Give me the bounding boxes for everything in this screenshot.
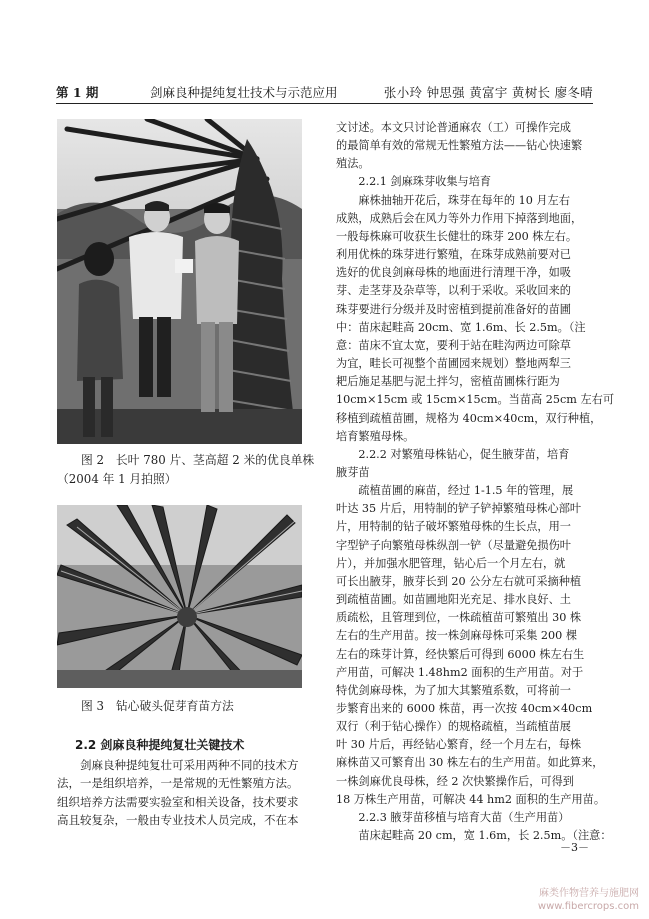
paragraph-line: 质疏松，且管理到位，一株疏植苗可繁殖出 30 株 (336, 611, 582, 625)
subsection-heading-2-2-1: 2.2.1 剑麻珠芽收集与培育 (358, 175, 492, 189)
figure-2-caption (57, 451, 315, 489)
paragraph-line: 剑麻良种提纯复壮可采用两种不同的技术方 (80, 758, 299, 773)
paragraph-line: 珠芽要进行分级并及时密植到提前准备好的苗圃 (336, 302, 571, 316)
page-number: －3－ (560, 841, 589, 854)
right-column-text (336, 119, 615, 845)
figure-2-photo (57, 119, 302, 444)
article-authors: 张小玲 钟思强 黄富宇 黄树长 廖冬晴 (383, 85, 593, 100)
subsection-heading-2-2-2: 2.2.2 对繁殖母株钻心，促生腋芽苗，培育 (358, 447, 570, 461)
paragraph-line: 叶达 35 片后，用特制的铲子铲掉繁殖母株心部叶 (336, 502, 582, 516)
figure-3-caption (81, 697, 234, 716)
paragraph-line: 疏植苗圃的麻苗，经过 1-1.5 年的管理，展 (358, 484, 574, 498)
paragraph-line: 利用优株的珠芽进行繁殖，在珠芽成熟前要对已 (336, 248, 571, 262)
paragraph-line: 左右的生产用苗。按一株剑麻母株可采集 200 棵 (336, 629, 578, 643)
paragraph-line: 殖法。 (336, 157, 370, 171)
issue-number: 第 1 期 (56, 85, 99, 100)
paragraph-line: 18 万株生产用苗，可解决 44 hm2 面积的生产用苗。 (336, 792, 606, 806)
paragraph-line: 特优剑麻母株，为了加大其繁殖系数，可将前一 (336, 683, 571, 697)
paragraph-line: 麻株苗又可繁育出 30 株左右的生产用苗。如此算来， (336, 756, 604, 770)
paragraph-line: 到疏植苗圃。如苗圃地阳光充足、排水良好、土 (336, 593, 571, 607)
paragraph-line: 叶 30 片后，再经钻心繁育，经一个月左右，每株 (336, 738, 582, 752)
running-header (56, 86, 593, 104)
watermark-url: www.fibercrops.com (537, 901, 639, 912)
paragraph-line: 10cm×15cm 或 15cm×15cm。当苗高 25cm 左右可 (336, 393, 615, 407)
paragraph-line: 左右的珠芽计算，经快繁后可得到 6000 株左右生 (336, 647, 585, 661)
paragraph-line: 法，一是组织培养，一是常规的无性繁殖方法。 (57, 776, 299, 791)
paragraph-line: 文讨述。本文只讨论普通麻农（工）可操作完成 (336, 121, 571, 134)
paragraph-line: 组织培养方法需要实验室和相关设备，技术要求 (57, 794, 299, 809)
paragraph-line: 移植到疏植苗圃，规格为 40cm×40cm，双行种植， (336, 411, 602, 425)
subsection-heading-2-2-2-cont: 腋芽苗 (336, 465, 370, 479)
paragraph-line: 双行（利于钻心操作）的规格疏植，当疏植苗展 (336, 720, 571, 734)
paragraph-line: 步繁育出来的 6000 株苗，再一次按 40cm×40cm (336, 702, 593, 715)
section-heading-2-2: 2.2 剑麻良种提纯复壮关键技术 (75, 738, 245, 752)
watermark-cn: 麻类作物营养与施肥网 (539, 888, 639, 899)
paragraph-line: 产用苗，可解决 1.48hm2 面积的生产用苗。对于 (336, 665, 584, 679)
paragraph-line: 的最简单有效的常规无性繁殖方法——钻心快速繁 (336, 139, 583, 153)
paragraph-line: 高且较复杂，一般由专业技术人员完成，不在本 (57, 812, 299, 827)
paragraph-line: 苗床起畦高 20 cm，宽 1.6m，长 2.5m。（注意： (358, 829, 612, 843)
paragraph-line: 一株剑麻优良母株，经 2 次快繁操作后，可得到 (336, 774, 574, 788)
paragraph-line: 为宜，畦长可视整个苗圃园来规划）整地两犁三 (336, 357, 571, 371)
journal-article-title: 剑麻良种提纯复壮技术与示范应用 (150, 85, 338, 100)
paragraph-line: 一般每株麻可收获生长健壮的珠芽 200 株左右。 (336, 229, 578, 243)
subsection-heading-2-2-3: 2.2.3 腋芽苗移植与培育大苗（生产用苗） (358, 810, 570, 824)
paragraph-line: 片），并加强水肥管理，钻心后一个月左右，就 (336, 556, 566, 570)
paragraph-line: 中：苗床起畦高 20cm、宽 1.6m、长 2.5m。（注 (336, 320, 586, 334)
paragraph-line: 培育繁殖母株。 (336, 429, 415, 443)
paragraph-line: 耙后施足基肥与泥土拌匀，密植苗圃株行距为 (336, 375, 560, 389)
figure-2-caption-line2: （2004 年 1 月拍照） (57, 472, 177, 486)
paragraph-line: 字型铲子向繁殖母株纵剖一铲（尽量避免损伤叶 (336, 538, 571, 552)
figure-3-caption-text: 图 3 钻心破头促芽育苗方法 (81, 699, 234, 713)
paragraph-line: 片，用特制的钻子破坏繁殖母株的生长点，用一 (336, 520, 571, 534)
paragraph-line: 麻株抽轴开花后，珠芽在每年的 10 月左右 (358, 193, 570, 207)
paragraph-line: 意：苗床不宜太宽，要利于站在畦沟两边可除草 (336, 338, 571, 352)
paragraph-line: 成熟，成熟后会在风力等外力作用下掉落到地面， (336, 211, 583, 225)
paragraph-line: 可长出腋芽，腋芽长到 20 公分左右就可采摘种植 (336, 574, 582, 588)
paragraph-line: 选好的优良剑麻母株的地面进行清理干净，如吸 (336, 266, 571, 280)
figure-3-photo (57, 505, 302, 688)
figure-2-caption-line1: 图 2 长叶 780 片、茎高超 2 米的优良单株 (81, 453, 315, 467)
paragraph-line: 芽、走茎芽及杂草等，以利于采收。采收回来的 (336, 284, 571, 298)
site-watermark (538, 887, 639, 913)
left-column-text (57, 736, 309, 829)
